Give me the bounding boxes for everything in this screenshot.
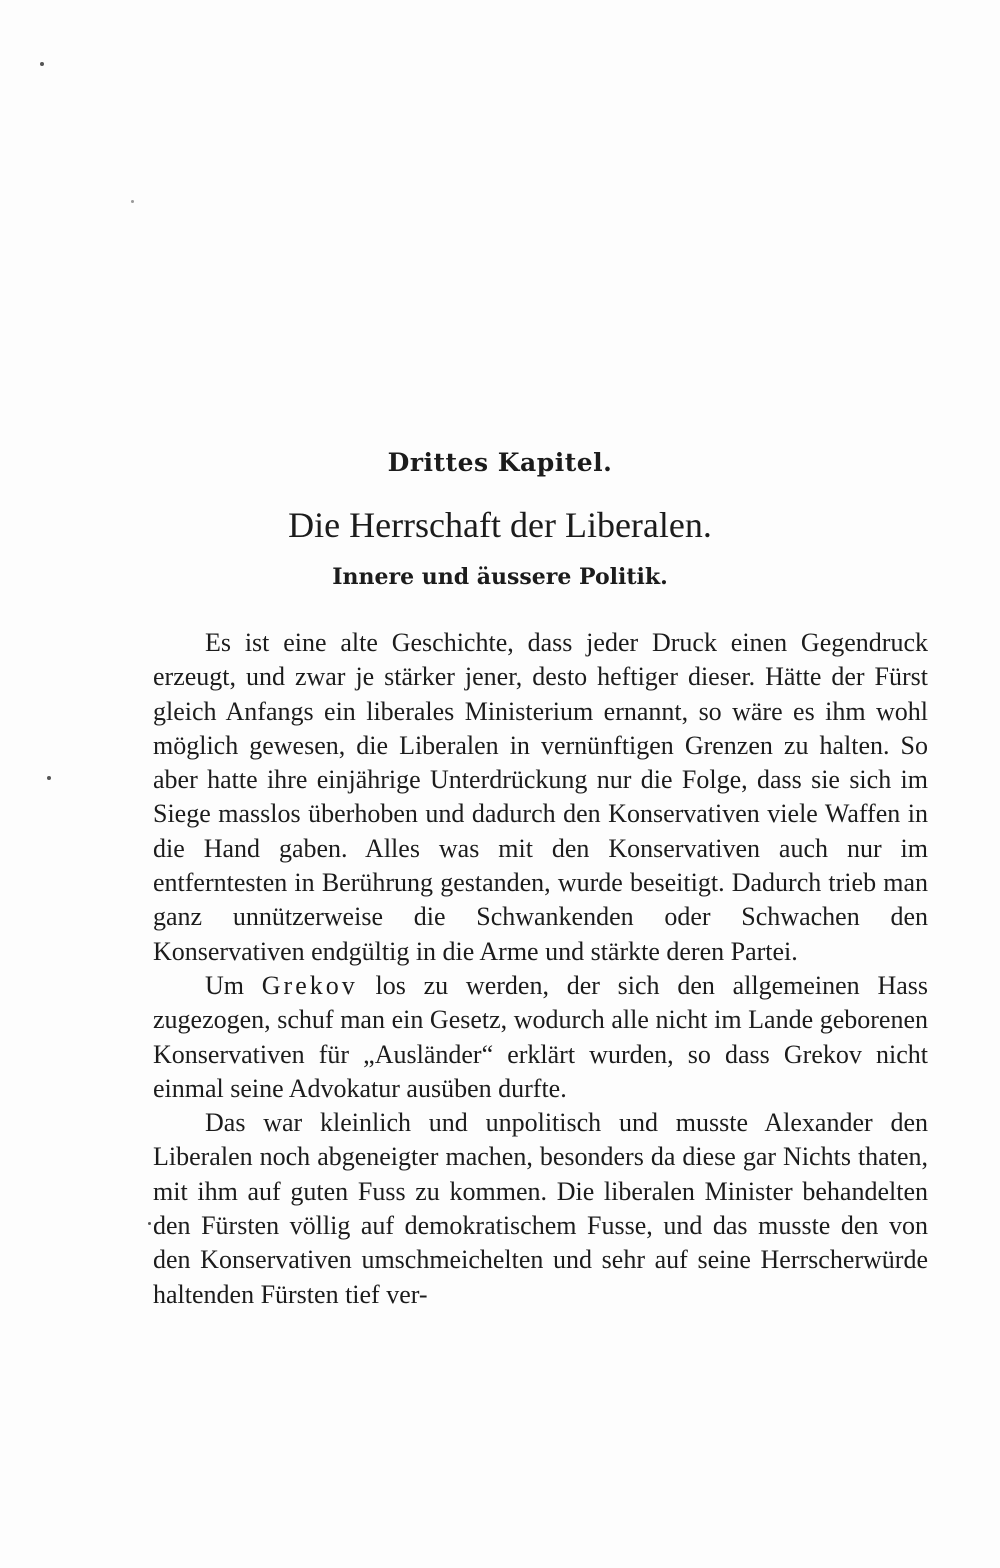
paragraph-2 bbox=[153, 969, 928, 1106]
paragraph-3 bbox=[153, 1106, 928, 1312]
body-text bbox=[153, 626, 928, 1312]
paragraph-2-text-start: Um bbox=[205, 970, 262, 1000]
chapter-title: Die Herrschaft der Liberalen. bbox=[288, 505, 712, 545]
paragraph-2-spaced-name: Grekov bbox=[261, 970, 358, 1000]
paper-speck-icon bbox=[148, 1222, 151, 1225]
chapter-subtitle: Innere und äussere Politik. bbox=[332, 564, 668, 590]
paragraph-2-text-rest: los zu werden, der sich den allgemeinen Hass zugezogen, schuf man ein Gesetz, wodurch alle nicht im Lande geborenen Konservativen für „Ausländer“ erklärt wurden, so dass Grekov nicht einmal seine Advokatur ausüben durfte. bbox=[153, 970, 928, 1103]
paragraph-1-text: Es ist eine alte Geschichte, dass jeder Druck einen Gegendruck erzeugt, und zwar je stärker jener, desto heftiger dieser. Hätte der Fürst gleich Anfangs ein liberales Ministerium ernannt, so wäre es ihm wohl möglich gewesen, die Liberalen in vernünftigen Grenzen zu halten. So aber hatte ihre einjährige Unterdrückung nur die Folge, dass sie sich im Siege masslos überhoben und dadurch den Konservativen viele Waffen in die Hand gaben. Alles was mit den Konservativen auch nur im entferntesten in Berührung gestanden, wurde beseitigt. Dadurch trieb man ganz unnützerweise die Schwankenden oder Schwachen den Konservativen endgültig in die Arme und stärkte deren Partei. bbox=[153, 628, 928, 966]
paper-speck-icon bbox=[131, 200, 134, 203]
paragraph-1 bbox=[153, 626, 928, 969]
paper-speck-icon bbox=[40, 62, 44, 66]
paper-speck-icon bbox=[47, 776, 51, 780]
paragraph-3-text: Das war kleinlich und unpolitisch und musste Alexander den Liberalen noch abgeneigter machen, besonders da diese gar Nichts thaten, mit ihm auf guten Fuss zu kommen. Die liberalen Minister behandelten den Fürsten völlig auf demokratischem Fusse, und das musste den von den Konservativen umschmeichelten und sehr auf seine Herrscherwürde haltenden Fürsten tief ver- bbox=[153, 1108, 928, 1309]
chapter-label: Drittes Kapitel. bbox=[387, 448, 613, 477]
